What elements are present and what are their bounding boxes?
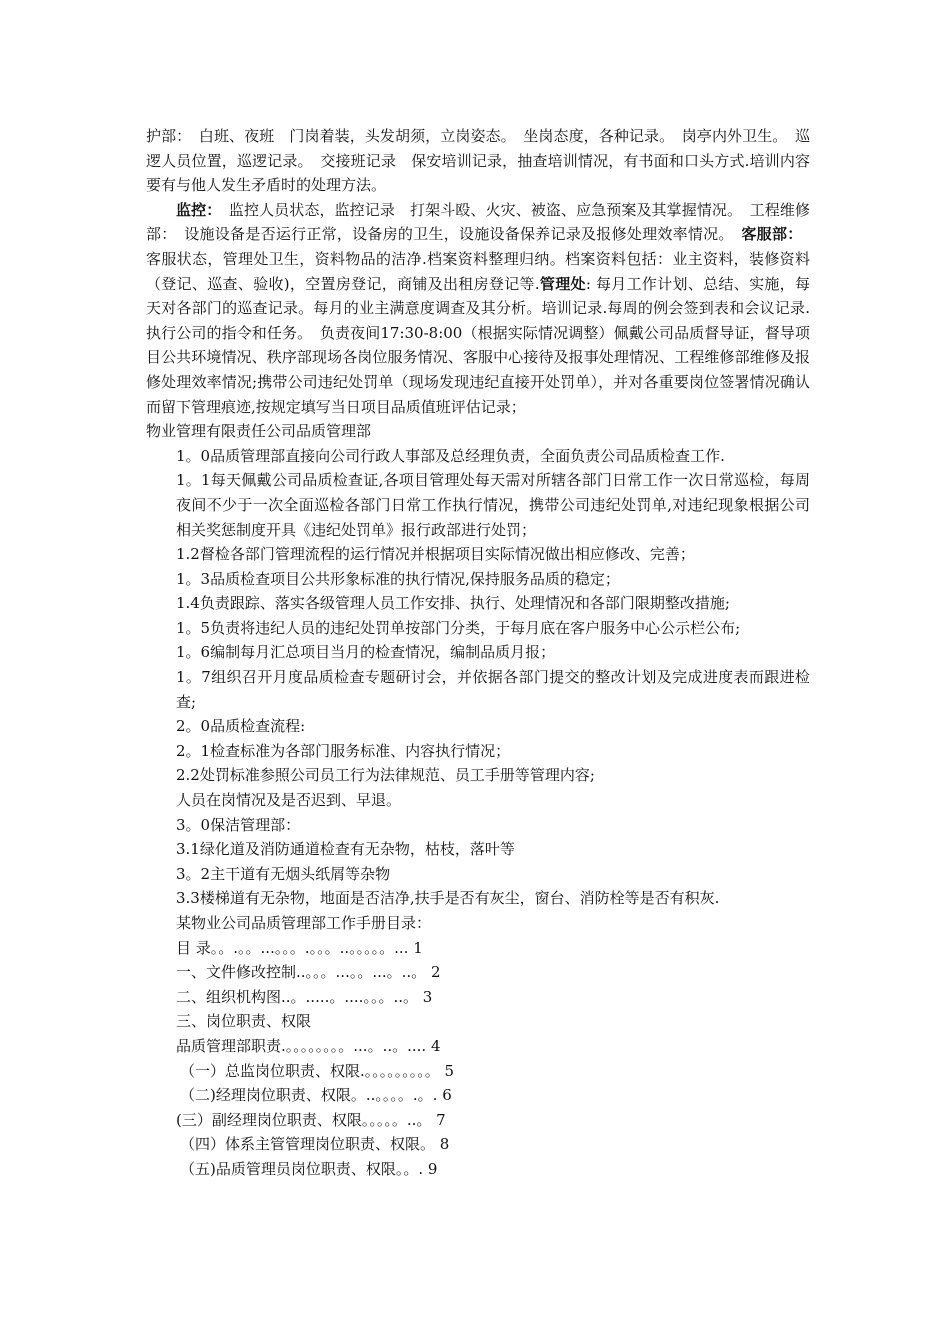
clause-1-7: 1。7组织召开月度品质检查专题研讨会，并依据各部门提交的整改计划及完成进度表而跟进检查; — [176, 668, 810, 711]
service-heading: 客服部： — [741, 225, 795, 244]
clause-2-2: 2.2处罚标准参照公司员工行为法律规范、员工手册等管理内容; — [176, 766, 595, 785]
toc-item: 一、文件修改控制..。。。...。。...。..。 2 — [176, 963, 441, 982]
paragraph-inspection-items: 监控： 监控人员状态，监控记录 打架斗殴、火灾、被盗、应急预案及其掌握情况。 工程维修部： 设施设备是否运行正常，设备房的卫生，设施设备保养记录及报修处理效率情况。 客服部： 客服状态，管理处卫生，资料物品的洁净.档案资料整理归纳。档案资料包括：业主资料，装修资料（登记、巡查、验收)，空置房登记，商铺及出租房登记等.管理处: 每月工作计划、总结、实施，每天对各部门的巡查记录。每月的业主满意度调查及其分析。培训记录.每周的例会签到表和会议记录.执行公司的指令和任务。 负责夜间17:30-8:00（根据实际情况调整）佩戴公司品质督导证，督导项目公共环境情况、秩序部现场各岗位服务情况、客服中心接待及报事处理情况、工程维修部维修及报修处理效率情况;携带公司违纪处罚单（现场发现违纪直接开处罚单），并对各重要岗位签署情况确认而留下管理痕迹,按规定填写当日项目品质值班评估记录； — [146, 200, 810, 416]
paragraph-security: 护部： 白班、夜班 门岗着装，头发胡须，立岗姿态。 坐岗态度，各种记录。 岗亭内外卫生。 巡逻人员位置，巡逻记录。 交接班记录 保安培训记录，抽查培训情况，有书面和口头方式.培训内容要有与他人发生矛盾时的处理方法。 — [146, 127, 810, 195]
monitor-heading: 监控： — [176, 200, 214, 219]
clause-2-1: 2。1检查标准为各部门服务标准、内容执行情况； — [176, 741, 511, 760]
clause-3-2: 3。2主干道有无烟头纸屑等杂物 — [176, 864, 391, 883]
toc-item: (三）副经理岗位职责、权限。。。。。..。 7 — [176, 1110, 446, 1129]
clause-3-3: 3.3楼梯道有无杂物，地面是否洁净,扶手是否有灰尘，窗台、消防栓等是否有积灰. — [176, 889, 720, 908]
clause-1-6: 1。6编制每月汇总项目当月的检查情况，编制品质月报； — [176, 643, 556, 662]
clause-1-5: 1。5负责将违纪人员的违纪处罚单按部门分类，于每月底在客户服务中心公示栏公布; — [176, 618, 741, 637]
toc-item: （一）总监岗位职责、权限.。。。。。。。。。 5 — [180, 1061, 455, 1080]
toc-item: （四）体系主管管理岗位职责、权限。 8 — [180, 1135, 450, 1154]
clause-2-0: 2。0品质检查流程: — [176, 717, 306, 736]
toc-item: （二)经理岗位职责、权限。..。。。。.。. 6 — [180, 1086, 452, 1105]
clause-1-4: 1.4负责跟踪、落实各级管理人员工作安排、执行、处理情况和各部门限期整改措施; — [176, 594, 730, 613]
clause-3-0: 3。0保洁管理部： — [176, 815, 301, 834]
clause-1-1: 1。1每天佩戴公司品质检查证,各项目管理处每天需对所辖各部门日常工作一次日常巡检，每周夜间不少于一次全面巡检各部门日常工作执行情况，携带公司违纪处罚单,对违纪现象根据公司相关奖惩制度开具《违纪处罚单》报行政部进行处罚； — [176, 471, 810, 539]
toc-item: 二、组织机构图..。.....。....。。。..。 3 — [176, 987, 433, 1006]
toc-item: 目 录。。.。。...。。。.。。。..。。。。。... 1 — [176, 938, 423, 957]
clause-1-2: 1.2督检各部门管理流程的运行情况并根据项目实际情况做出相应修改、完善； — [176, 545, 695, 564]
toc-item: （五)品质管理员岗位职责、权限。。. 9 — [180, 1159, 438, 1178]
document-page — [146, 124, 810, 1182]
management-heading: 管理处 — [539, 274, 586, 293]
toc-item: 三、岗位职责、权限 — [176, 1012, 312, 1031]
clause-3-1: 3.1绿化道及消防通道检查有无杂物，枯枝，落叶等 — [176, 840, 515, 859]
table-of-contents — [146, 936, 810, 1182]
company-department-title: 物业管理有限责任公司品质管理部 — [146, 422, 372, 441]
toc-item: 品质管理部职责.。。。。。。。。...。..。.... 4 — [176, 1036, 441, 1055]
clause-attendance: 人员在岗情况及是否迟到、早退。 — [176, 791, 402, 810]
manual-toc-title: 某物业公司品质管理部工作手册目录： — [176, 914, 432, 932]
clause-1-0: 1。0品质管理部直接向公司行政人事部及总经理负责，全面负责公司品质检查工作. — [176, 446, 725, 465]
clause-1-3: 1。3品质检查项目公共形象标准的执行情况,保持服务品质的稳定； — [176, 569, 620, 588]
